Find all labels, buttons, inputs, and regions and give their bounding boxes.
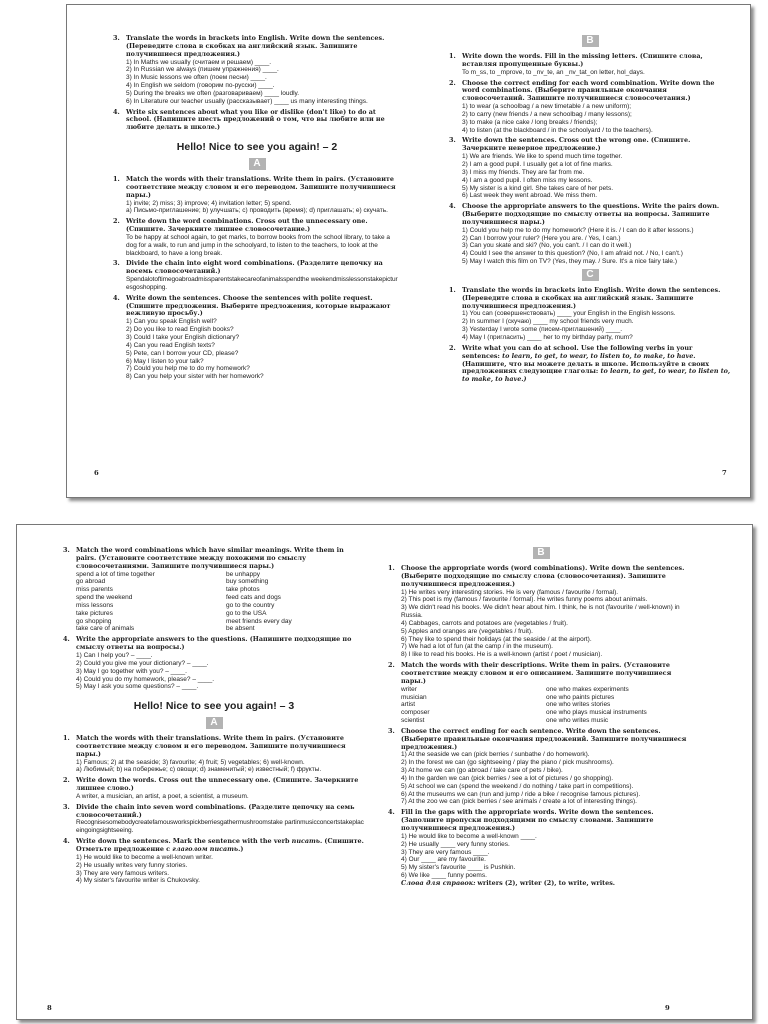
exercise-b2 <box>449 80 731 135</box>
page-number: 9 <box>665 1004 670 1012</box>
match-right: one who writes music <box>546 717 609 725</box>
list-item: 1) He would like to become a well-known ____. <box>401 832 537 840</box>
exercise-instruction <box>462 345 731 384</box>
list-item: 4) Could I see the answer to this question? (No, I am afraid not. / No, I can't.) <box>462 250 683 258</box>
list-item: 3) They are very famous writers. <box>76 869 170 877</box>
match-left: miss parents <box>76 586 113 594</box>
exercise-instruction: Divide the chain into eight word combinations. (Разделите цепочку на восемь словосочетаний.) <box>126 259 383 276</box>
list-item: 4) My sister's favourite writer is Chukovsky. <box>76 877 200 885</box>
list-item: 7) At the zoo we can (pick berries / see animals / create a lot of interesting things). <box>401 798 637 806</box>
list-item: 3) In Music lessons we often (поем песни) ____. <box>126 74 267 82</box>
list-item: 7) Could you help me to do my homework? <box>126 365 250 373</box>
exercise-a1 <box>63 735 365 774</box>
list-item: 1) At the seaside we can (pick berries / sunbathe / do homework). <box>401 751 590 759</box>
exercise-a2 <box>63 777 365 801</box>
exercise-number: 1. <box>63 734 70 743</box>
match-left: take pictures <box>76 609 113 617</box>
match-right: buy something <box>226 578 269 586</box>
exercise-4 <box>63 636 365 691</box>
match-left: miss lessons <box>76 601 114 609</box>
match-left: take care of animals <box>76 625 135 633</box>
exercise-number: 1. <box>449 52 456 60</box>
word-chain: Recognisesomebodycreatefamousworkspickberriesgathermushroomstake partinmusicconcertstakeplaceingoingsightseeing. <box>76 819 364 835</box>
list-item: 5) My sister is a kind girl. She takes care of her pets. <box>462 184 614 192</box>
exercise-instruction: Write down the word combinations. Cross out the unnecessary one. (Спишите. Зачеркните лишнее словосочетание.) <box>126 217 368 234</box>
list-item: 6) They like to spend their holidays (at the seaside / at the airport). <box>401 635 592 643</box>
exercise-instruction: Choose the appropriate answers to the questions. Write the pairs down. (Выберите подходящие по смыслу ответы на вопросы. Запишите получившиеся пары.) <box>462 202 720 226</box>
match-right: one who writes stories <box>546 701 611 709</box>
matching-table <box>76 571 365 634</box>
instruction-text: . (Спишите. Отметьте предложение с <box>76 837 364 853</box>
match-left: spend a lot of time together <box>76 570 155 578</box>
section-badge-c: C <box>582 269 599 281</box>
verb-list-ru: to learn, to get, to wear, to listen to, to make, to have.) <box>462 367 731 384</box>
list-item: 1) Could you help me to do my homework? (Here it is. / I can do it after lessons.) <box>462 226 694 234</box>
list-item: 5) May I ask you some questions? – ____. <box>76 683 199 691</box>
reference-words <box>401 880 694 888</box>
list-item: a) Письмо-приглашение; b) улучшать; c) проводить (время); d) приглашать; e) скучать. <box>126 207 388 215</box>
exercise-c1 <box>449 287 731 342</box>
exercise-instruction: Divide the chain into seven word combinations. (Разделите цепочку на семь словосочетаний.) <box>76 802 355 819</box>
list-item: 3) They are very famous ____. <box>401 848 490 856</box>
exercise-instruction: Choose the appropriate words (word combinations). Write down the sentences. (Выберите подходящие по смыслу слова (словосочетания). Запишите получившиеся предложения.) <box>401 564 685 588</box>
list-item: 3) At home we can (go abroad / take care of pets / bike). <box>401 767 563 775</box>
list-item: 2) Could you give me your dictionary? – ____. <box>76 659 209 667</box>
list-item: 1) Can I help you? – ____. <box>76 651 153 659</box>
page-number: 8 <box>47 1004 52 1012</box>
exercise-number: 3. <box>113 34 120 42</box>
match-left: composer <box>401 709 430 717</box>
list-item: 5) Pete, can I borrow your CD, please? <box>126 349 239 357</box>
list-item: a) Любимый; b) на побережье; c) овощи; d) знаменитый; e) известный; f) фрукты. <box>76 766 322 774</box>
match-left: go abroad <box>76 578 106 586</box>
list-item: 4) Can you read English texts? <box>126 341 215 349</box>
list-item: 2) In summer I (скучаю) ____ my school friends very much. <box>462 318 634 326</box>
list-item: 2) to carry (new friends / a new schoolbag / many lessons); <box>462 110 632 118</box>
match-left: go shopping <box>76 617 112 625</box>
book-spread-pages-8-9 <box>16 524 753 1020</box>
list-item: 4) Cabbages, carrots and potatoes are (vegetables / fruit). <box>401 619 568 627</box>
list-item: 3) I miss my friends. They are far from me. <box>462 168 585 176</box>
exercise-b2 <box>388 662 694 725</box>
exercise-number: 4. <box>388 808 395 817</box>
list-item: 8) Can you help your sister with her homework? <box>126 373 264 381</box>
list-item: 4) In the garden we can (pick berries / see a lot of pictures / go shopping). <box>401 774 614 782</box>
exercise-instruction: Translate the words in brackets into English. Write down the sentences. (Переведите слова в скобках на английский язык. Запишите получившиеся предложения.) <box>462 285 721 310</box>
exercise-c2 <box>449 345 731 384</box>
match-left: writer <box>401 685 417 693</box>
list-item: 6) May I listen to your talk? <box>126 357 204 365</box>
exercise-b1 <box>388 565 694 659</box>
list-item: 1) Famous; 2) at the seaside; 3) favourite; 4) fruit; 5) vegetables; 6) well-known. <box>76 758 305 766</box>
exercise-a1 <box>113 176 401 215</box>
instruction-text: Write what you can do at school. Use the following verbs in your sentences: <box>462 343 693 360</box>
section-title: Hello! Nice to see you again! – 3 <box>133 700 295 713</box>
list-item: 2) In Russian we always (пишем упражнения) ____. <box>126 66 279 74</box>
list-item: 1) In Maths we usually (считаем и решаем) ____. <box>126 58 272 66</box>
list-item: 2) This poet is my (famous / favourite / formal). He writes funny poems about animals. <box>401 596 648 604</box>
book-spread-pages-6-7 <box>66 4 751 498</box>
list-item: 3) Can you skate and ski? (No, you can't. / I can do it well.) <box>462 242 632 250</box>
list-item: 5) May I watch this film on TV? (Yes, they may. / Sure. It's a nice fairy tale.) <box>462 258 677 266</box>
section-badge-b: B <box>582 35 599 47</box>
exercise-number: 4. <box>113 293 120 302</box>
list-item: 6) At the museums we can (run and jump / ride a bike / recognise famous pictures). <box>401 790 641 798</box>
exercise-instruction: Write the appropriate answers to the questions. (Напишите подходящие по смыслу ответы на вопросы.) <box>76 635 352 652</box>
match-left: spend the weekend <box>76 594 133 602</box>
exercise-3 <box>113 35 401 106</box>
matching-table <box>401 686 694 725</box>
match-right: meet friends every day <box>226 617 292 625</box>
exercise-instruction: Write down the sentences. Choose the sentences with polite request. (Спишите предложения. Выберите предложения, которые выражают вежливую просьбу.) <box>126 293 391 318</box>
page-number: 6 <box>94 469 99 477</box>
list-item: 2) Can I borrow your ruler? (Here you are. / Yes, I can.) <box>462 234 621 242</box>
exercise-number: 4. <box>63 837 70 846</box>
instruction-text: .) <box>238 845 244 853</box>
instruction-verb: писать <box>291 837 320 846</box>
list-item: 4) Our ____ are my favourite. <box>401 856 486 864</box>
list-item: 1) invite; 2) miss; 3) improve; 4) invitation letter; 5) spend. <box>126 199 292 207</box>
match-right: one who plays musical instruments <box>546 709 647 717</box>
list-item: 3) Yesterday I wrote some (писем-приглашений) ____. <box>462 326 623 334</box>
match-right: one who makes experiments <box>546 685 629 693</box>
exercise-instruction: Match the word combinations which have similar meanings. Write them in pairs. (Установите соответствие между похожими по смыслу словосочетаниями. Запишите получившиеся пары.) <box>76 546 344 570</box>
exercise-instruction: Translate the words in brackets into English. Write down the sentences. (Переведите слова в скобках на английский язык. Запишите получившиеся предложения.) <box>126 34 385 58</box>
exercise-number: 4. <box>63 635 70 644</box>
match-right: feed cats and dogs <box>226 594 281 602</box>
exercise-number: 2. <box>449 78 456 87</box>
list-item: 5) At school we can (spend the weekend / do nothing / take part in competitions). <box>401 782 634 790</box>
match-left: musician <box>401 693 427 701</box>
exercise-number: 3. <box>388 726 395 735</box>
exercise-number: 4. <box>449 202 456 211</box>
list-item: 6) Last week they went abroad. We miss them. <box>462 192 597 200</box>
list-item: 6) In Literature our teacher usually (рассказывает) ____ us many interesting things. <box>126 97 368 105</box>
list-item: 5) During the breaks we often (разговариваем) ____ loudly. <box>126 89 300 97</box>
exercise-a2 <box>113 218 401 257</box>
section-badge-b: B <box>533 547 550 559</box>
paragraph: To be happy at school again, to get marks, to borrow books from the school library, to take a dog for a walk, to run and jump in the schoolyard, to listen to the teachers, to look at the blackboard, to have a long break. <box>126 233 390 257</box>
list-item: 2) He usually writes very funny stories. <box>76 861 188 869</box>
match-left: artist <box>401 701 416 709</box>
list-item: 4) In English we seldom (говорим по-русски) ____. <box>126 82 275 90</box>
list-item: 1) He would like to become a well-known writer. <box>76 853 213 861</box>
section-title: Hello! Nice to see you again! – 2 <box>176 141 338 154</box>
list-item: 4) to listen (at the blackboard / in the schoolyard / to the teachers). <box>462 126 653 134</box>
exercise-number: 2. <box>113 217 120 226</box>
exercise-b1 <box>449 53 731 77</box>
exercise-instruction: Fill in the gaps with the appropriate words. Write down the sentences. (Заполните пропуски подходящими по смыслу словами. Запишите получившиеся предложения.) <box>401 808 654 832</box>
verb-list: to learn, to get, to wear, to listen to, to make, to have. <box>502 351 696 360</box>
match-left: scientist <box>401 717 425 725</box>
list-item: 3) Could I take your English dictionary? <box>126 334 240 341</box>
exercise-instruction: Write six sentences about what you like or dislike (don't like) to do at school. (Напишите шесть предложений о том, что вы любите или не любите делать в школе.) <box>126 107 385 132</box>
section-badge-a: A <box>206 717 223 729</box>
list-item: 1) Can you speak English well? <box>126 318 217 326</box>
exercise-number: 2. <box>449 343 456 352</box>
exercise-instruction: Match the words with their translations. Write them in pairs. (Установите соответствие между словом и его переводом. Запишите получившиеся пары.) <box>126 174 396 199</box>
page-9-column <box>388 547 694 891</box>
list-item: 8) I like to read his books. He is a well-known (artist / poet / musician). <box>401 651 603 659</box>
exercise-number: 1. <box>449 285 456 294</box>
list-item: 2) He usually ____ very funny stories. <box>401 840 510 848</box>
exercise-instruction: Match the words with their descriptions. Write them in pairs. (Установите соответствие между словом и его описанием. Запишите получившиеся пары.) <box>401 661 672 685</box>
list-item: 1) You can (совершенствовать) ____ your English in the English lessons. <box>462 310 676 318</box>
instruction-text-ru: (Напишите, что вы можете делать в школе. Используйте в своих предложениях следующие глаголы: <box>462 359 710 376</box>
exercise-b4 <box>388 809 694 887</box>
exercise-number: 1. <box>388 564 395 572</box>
exercise-number: 2. <box>388 661 395 670</box>
exercise-a3 <box>113 260 401 291</box>
exercise-number: 1. <box>113 174 120 183</box>
list-item: 7) We had a lot of fun (at the camp / in the museum). <box>401 643 553 651</box>
list-item: 4) May I (пригласить) ____ her to my birthday party, mum? <box>462 334 633 341</box>
list-item: 4) Could you do my homework, please? – ____. <box>76 675 215 683</box>
match-right: one who paints pictures <box>546 693 615 701</box>
instruction-text: Write down the sentences. Mark the sentence with the verb <box>76 837 290 846</box>
list-item: 3) We didn't read his books. We didn't hear about him. I think, he is not (favourite / well-known) in Russia. <box>401 604 680 620</box>
exercise-a3 <box>63 804 365 835</box>
exercise-instruction: Write down the words. Fill in the missing letters. (Спишите слова, вставляя пропущенные буквы.) <box>462 52 703 68</box>
exercise-number: 4. <box>113 107 120 116</box>
list-item: 1) to wear (a schoolbag / a new timetable / a new uniform); <box>462 103 632 111</box>
exercise-number: 3. <box>63 546 70 554</box>
exercise-instruction: Match the words with their translations. Write them in pairs. (Установите соответствие между словом и его переводом. Запишите получившиеся пары.) <box>76 734 346 758</box>
exercise-3 <box>63 547 365 633</box>
match-right: take photos <box>226 586 260 594</box>
instruction-verb: глаголом писать <box>172 845 239 853</box>
paragraph: A writer, a musician, an artist, a poet, a scientist, a museum. <box>76 792 249 800</box>
exercise-number: 3. <box>113 259 120 268</box>
exercise-a4 <box>63 838 365 885</box>
match-right: go to the country <box>226 601 275 609</box>
list-item: 3) May I go together with you? – ____. <box>76 667 187 675</box>
page-8-column <box>63 547 365 888</box>
exercise-instruction <box>76 838 365 854</box>
section-badge-a: A <box>249 158 266 170</box>
list-item: 2) Do you like to read English books? <box>126 326 234 334</box>
exercise-b4 <box>449 203 731 266</box>
exercise-number: 3. <box>63 802 70 811</box>
exercise-instruction: Choose the correct ending for each word combination. Write down the word combinations. (Выберите правильные окончания словосочетаний. Запишите получившиеся словосочетания.) <box>462 78 715 103</box>
exercise-4 <box>113 109 401 133</box>
word-chain: Spendalotoftimegoabroadmissparentstakecareofanimalsspendthe weekendmisslessonstakepicturesgoshopping. <box>126 276 398 291</box>
match-right: be absent <box>226 625 255 633</box>
exercise-b3 <box>388 728 694 806</box>
list-item: 1) We are friends. We like to spend much time together. <box>462 153 623 161</box>
reference-list: writers (2), writer (2), to write, writes. <box>477 878 616 887</box>
list-item: 2) In the forest we can (go sightseeing / play the piano / pick mushrooms). <box>401 759 614 767</box>
exercise-number: 3. <box>449 136 456 145</box>
match-right: be unhappy <box>226 570 260 578</box>
page-6-column <box>113 35 401 384</box>
list-item: 2) I am a good pupil. I usually get a lot of fine marks. <box>462 160 613 168</box>
reference-label: Слова для справок: <box>401 878 476 887</box>
exercise-instruction: Choose the correct ending for each sentence. Write down the sentences. (Выберите правильные окончания предложений. Запишите получившиеся предложения.) <box>401 726 687 751</box>
exercise-a4 <box>113 295 401 381</box>
exercise-b3 <box>449 137 731 200</box>
page-7-column <box>449 35 731 387</box>
exercise-number: 2. <box>63 776 70 785</box>
list-item: 5) Apples and oranges are (vegetables / fruit). <box>401 627 533 635</box>
exercise-instruction: Write down the sentences. Cross out the wrong one. (Спишите. Зачеркните неверное предложение.) <box>462 136 691 153</box>
list-item: 6) We like ____ funny poems. <box>401 872 487 880</box>
list-item: 4) I am a good pupil. I often miss my lessons. <box>462 176 593 184</box>
list-item: 1) He writes very interesting stories. He is very (famous / favourite / formal). <box>401 588 619 596</box>
list-item: To m_ss, to _mprove, to _nv_te, an _nv_tat_on letter, hol_days. <box>462 68 645 76</box>
match-right: go to the USA <box>226 609 267 617</box>
list-item: 3) to make (a nice cake / long breaks / friends); <box>462 118 598 126</box>
page-number: 7 <box>722 469 727 477</box>
list-item: 5) My sister's favourite ____ is Pushkin. <box>401 864 516 872</box>
exercise-instruction: Write down the words. Cross out the unnecessary one. (Спишите. Зачеркните лишнее слово.) <box>76 776 359 793</box>
